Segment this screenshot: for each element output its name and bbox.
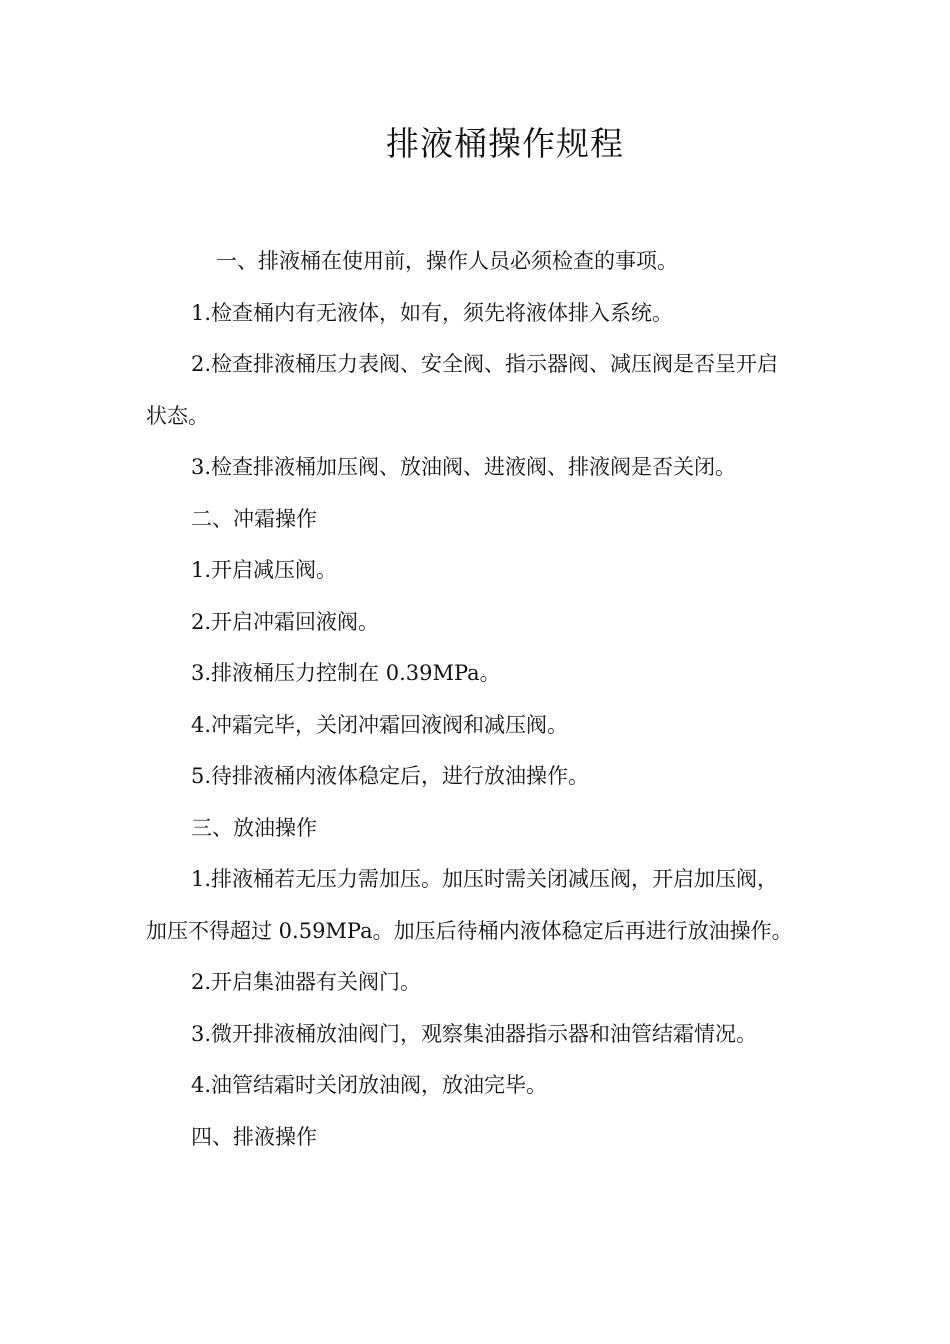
paragraph: 4.油管结霜时关闭放油阀，放油完毕。	[191, 1073, 548, 1097]
paragraph: 3.检查排液桶加压阀、放油阀、进液阀、排液阀是否关闭。	[191, 455, 737, 479]
section-heading-liquid-drain: 四、排液操作	[191, 1124, 317, 1149]
section-heading-defrost: 二、冲霜操作	[191, 506, 317, 531]
paragraph: 2.开启冲霜回液阀。	[191, 609, 380, 634]
document-body	[146, 236, 796, 1163]
paragraph: 3.微开排液桶放油阀门，观察集油器指示器和油管结霜情况。	[191, 1021, 758, 1046]
paragraph: 3.排液桶压力控制在 0.39MPa。	[191, 661, 501, 685]
section-heading-oil-drain: 三、放油操作	[191, 815, 317, 840]
paragraph: 1.检查桶内有无液体，如有，须先将液体排入系统。	[191, 300, 674, 325]
paragraph: 1.开启减压阀。	[191, 558, 338, 582]
section-heading-pre-use-check: 一、排液桶在使用前，操作人员必须检查的事项。	[216, 249, 678, 273]
paragraph: 4.冲霜完毕，关闭冲霜回液阀和减压阀。	[191, 712, 569, 737]
paragraph: 2.检查排液桶压力表阀、安全阀、指示器阀、减压阀是否呈开启状态。	[146, 352, 779, 428]
paragraph: 1.排液桶若无压力需加压。加压时需关闭减压阀，开启加压阀，加压不得超过 0.59MPa。加压后待桶内液体稳定后再进行放油操作。	[146, 867, 793, 943]
document-title: 排液桶操作规程	[386, 124, 624, 163]
paragraph: 5.待排液桶内液体稳定后，进行放油操作。	[191, 764, 590, 788]
paragraph: 2.开启集油器有关阀门。	[191, 970, 422, 994]
